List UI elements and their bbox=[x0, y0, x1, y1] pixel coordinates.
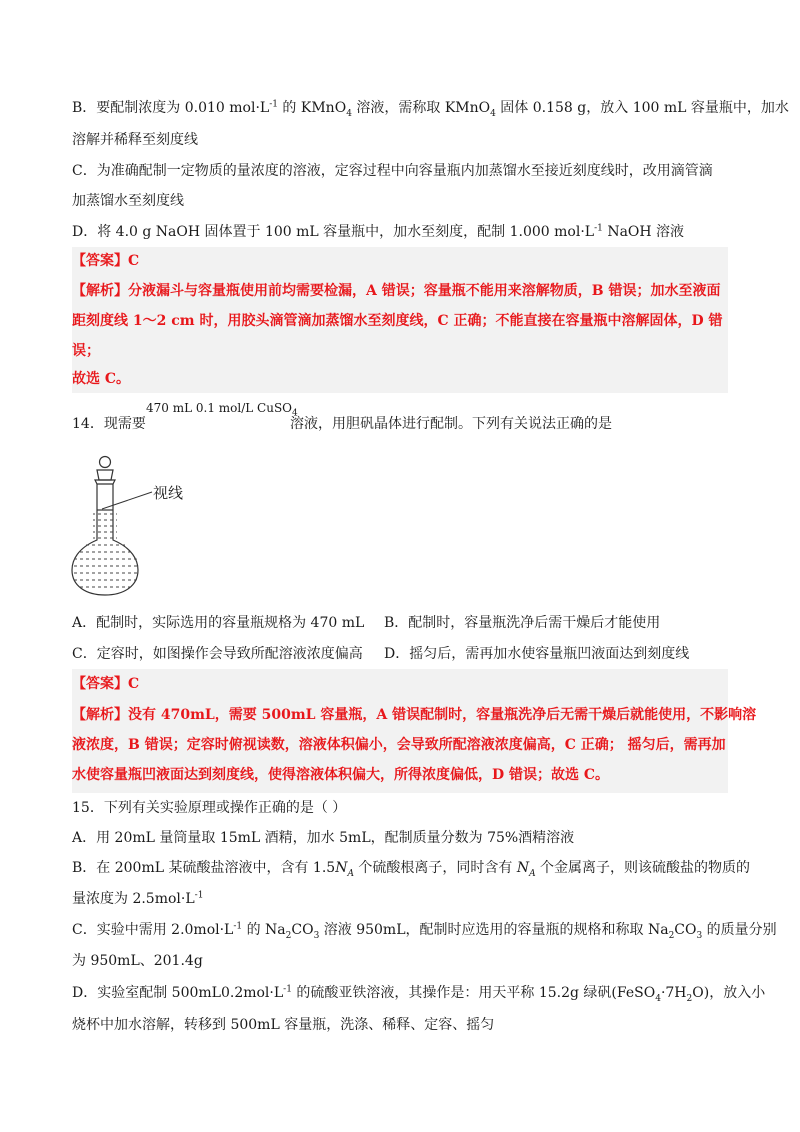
q14-option-d: D．摇匀后，需再加水使容量瓶凹液面达到刻度线 bbox=[384, 646, 690, 662]
q14-option-c: C．定容时，如图操作会导致所配溶液浓度偏高 bbox=[72, 646, 363, 662]
q14-stem-prefix: 14．现需要 bbox=[72, 416, 146, 432]
q13-option-b-line2: 溶解并稀释至刻度线 bbox=[72, 132, 198, 148]
q15-option-b-line2: 量浓度为 $2.5mol\cdot L^{-1}$ bbox=[72, 890, 204, 907]
volumetric-flask-figure bbox=[68, 452, 208, 598]
q13-analysis-line: 故选 C。 bbox=[72, 371, 131, 387]
q14-option-b: B．配制时，容量瓶洗净后需干燥后才能使用 bbox=[384, 615, 661, 631]
sight-line-label: 视线 bbox=[153, 484, 184, 502]
q15-option-c-line2: 为 950mL、201.4g bbox=[72, 953, 203, 969]
q15-option-b-line1: B．在 200mL 某硫酸盐溶液中，含有 $1.5N_A$ 个硫酸根离子，同时含有 $N_A$ 个金属离子，则该硫酸盐的物质的 bbox=[72, 860, 751, 879]
q15-option-d-line2: 烧杯中加水溶解，转移到 500mL 容量瓶，洗涤、稀释、定容、摇匀 bbox=[72, 1017, 495, 1033]
q14-stem-formula: 470 mL 0.1 mol/L CuSO$_4$ bbox=[146, 401, 298, 419]
q15-option-c-line1: C．实验中需用 $2.0mol\cdot L^{-1}$ 的 $Na_2CO_3$ 溶液 950mL，配制时应选用的容量瓶的规格和称取 $Na_2CO_3$ 的质量分别 bbox=[72, 921, 777, 941]
stopper bbox=[97, 470, 113, 480]
q14-analysis-line: 水使容量瓶凹液面达到刻度线，使得溶液体积偏大，所得浓度偏低，D 错误；故选 C。 bbox=[72, 767, 610, 783]
q13-analysis-line: 误； bbox=[72, 343, 100, 359]
q15-option-d-line1: D．实验室配制 $500mL0.2mol\cdot L^{-1}$ 的硫酸亚铁溶液，其操作是：用天平称 15.2g 绿矾$(FeSO_4\cdot 7H_2O)$，放入小 bbox=[72, 984, 766, 1004]
q14-stem-suffix: 溶液，用胆矾晶体进行配制。下列有关说法正确的是 bbox=[290, 416, 612, 432]
q13-answer-box bbox=[72, 247, 728, 393]
q15-stem: 15．下列有关实验原理或操作正确的是（ ） bbox=[72, 800, 347, 816]
q13-analysis-line: 【解析】分液漏斗与容量瓶使用前均需要检漏，A 错误；容量瓶不能用来溶解物质，B 错误；加水至液面 bbox=[72, 283, 721, 299]
q14-analysis-line: 【解析】没有 470mL，需要 500mL 容量瓶，A 错误配制时，容量瓶洗净后无需干燥后就能使用，不影响溶 bbox=[72, 707, 757, 723]
q14-answer: 【答案】C bbox=[72, 676, 140, 692]
q14-option-a: A．配制时，实际选用的容量瓶规格为 470 mL bbox=[72, 615, 365, 631]
stopper-knob bbox=[100, 457, 111, 468]
q15-option-a: A．用 20mL 量筒量取 15mL 酒精，加水 5mL，配制质量分数为 75%酒精溶液 bbox=[72, 830, 575, 846]
q13-option-c-line2: 加蒸馏水至刻度线 bbox=[72, 193, 184, 209]
q13-option-d: D．将 4.0 g NaOH 固体置于 100 mL 容量瓶中，加水至刻度，配制 1.000 $mol\cdot L^{-1}$ NaOH 溶液 bbox=[72, 223, 685, 240]
q13-answer: 【答案】C bbox=[72, 253, 140, 269]
q13-option-c-line1: C．为准确配制一定物质的量浓度的溶液，定容过程中向容量瓶内加蒸馏水至接近刻度线时，改用滴管滴 bbox=[72, 163, 713, 179]
q14-analysis-line: 液浓度，B 错误；定容时俯视读数，溶液体积偏小，会导致所配溶液浓度偏高，C 正确； 摇匀后，需再加 bbox=[72, 737, 726, 753]
sight-line bbox=[102, 492, 152, 509]
q14-answer-box bbox=[72, 669, 757, 793]
q13-option-b-line1: B．要配制浓度为 0.010 $mol\cdot L^{-1}$ 的 KMnO$_4$ 溶液，需称取 KMnO$_4$ 固体 0.158 g，放入 100 mL 容量瓶中，加水 bbox=[72, 99, 789, 119]
q13-analysis-line: 距刻度线 1～2 cm 时，用胶头滴管滴加蒸馏水至刻度线，C 正确；不能直接在容量瓶中溶解固体，D 错 bbox=[72, 313, 723, 329]
